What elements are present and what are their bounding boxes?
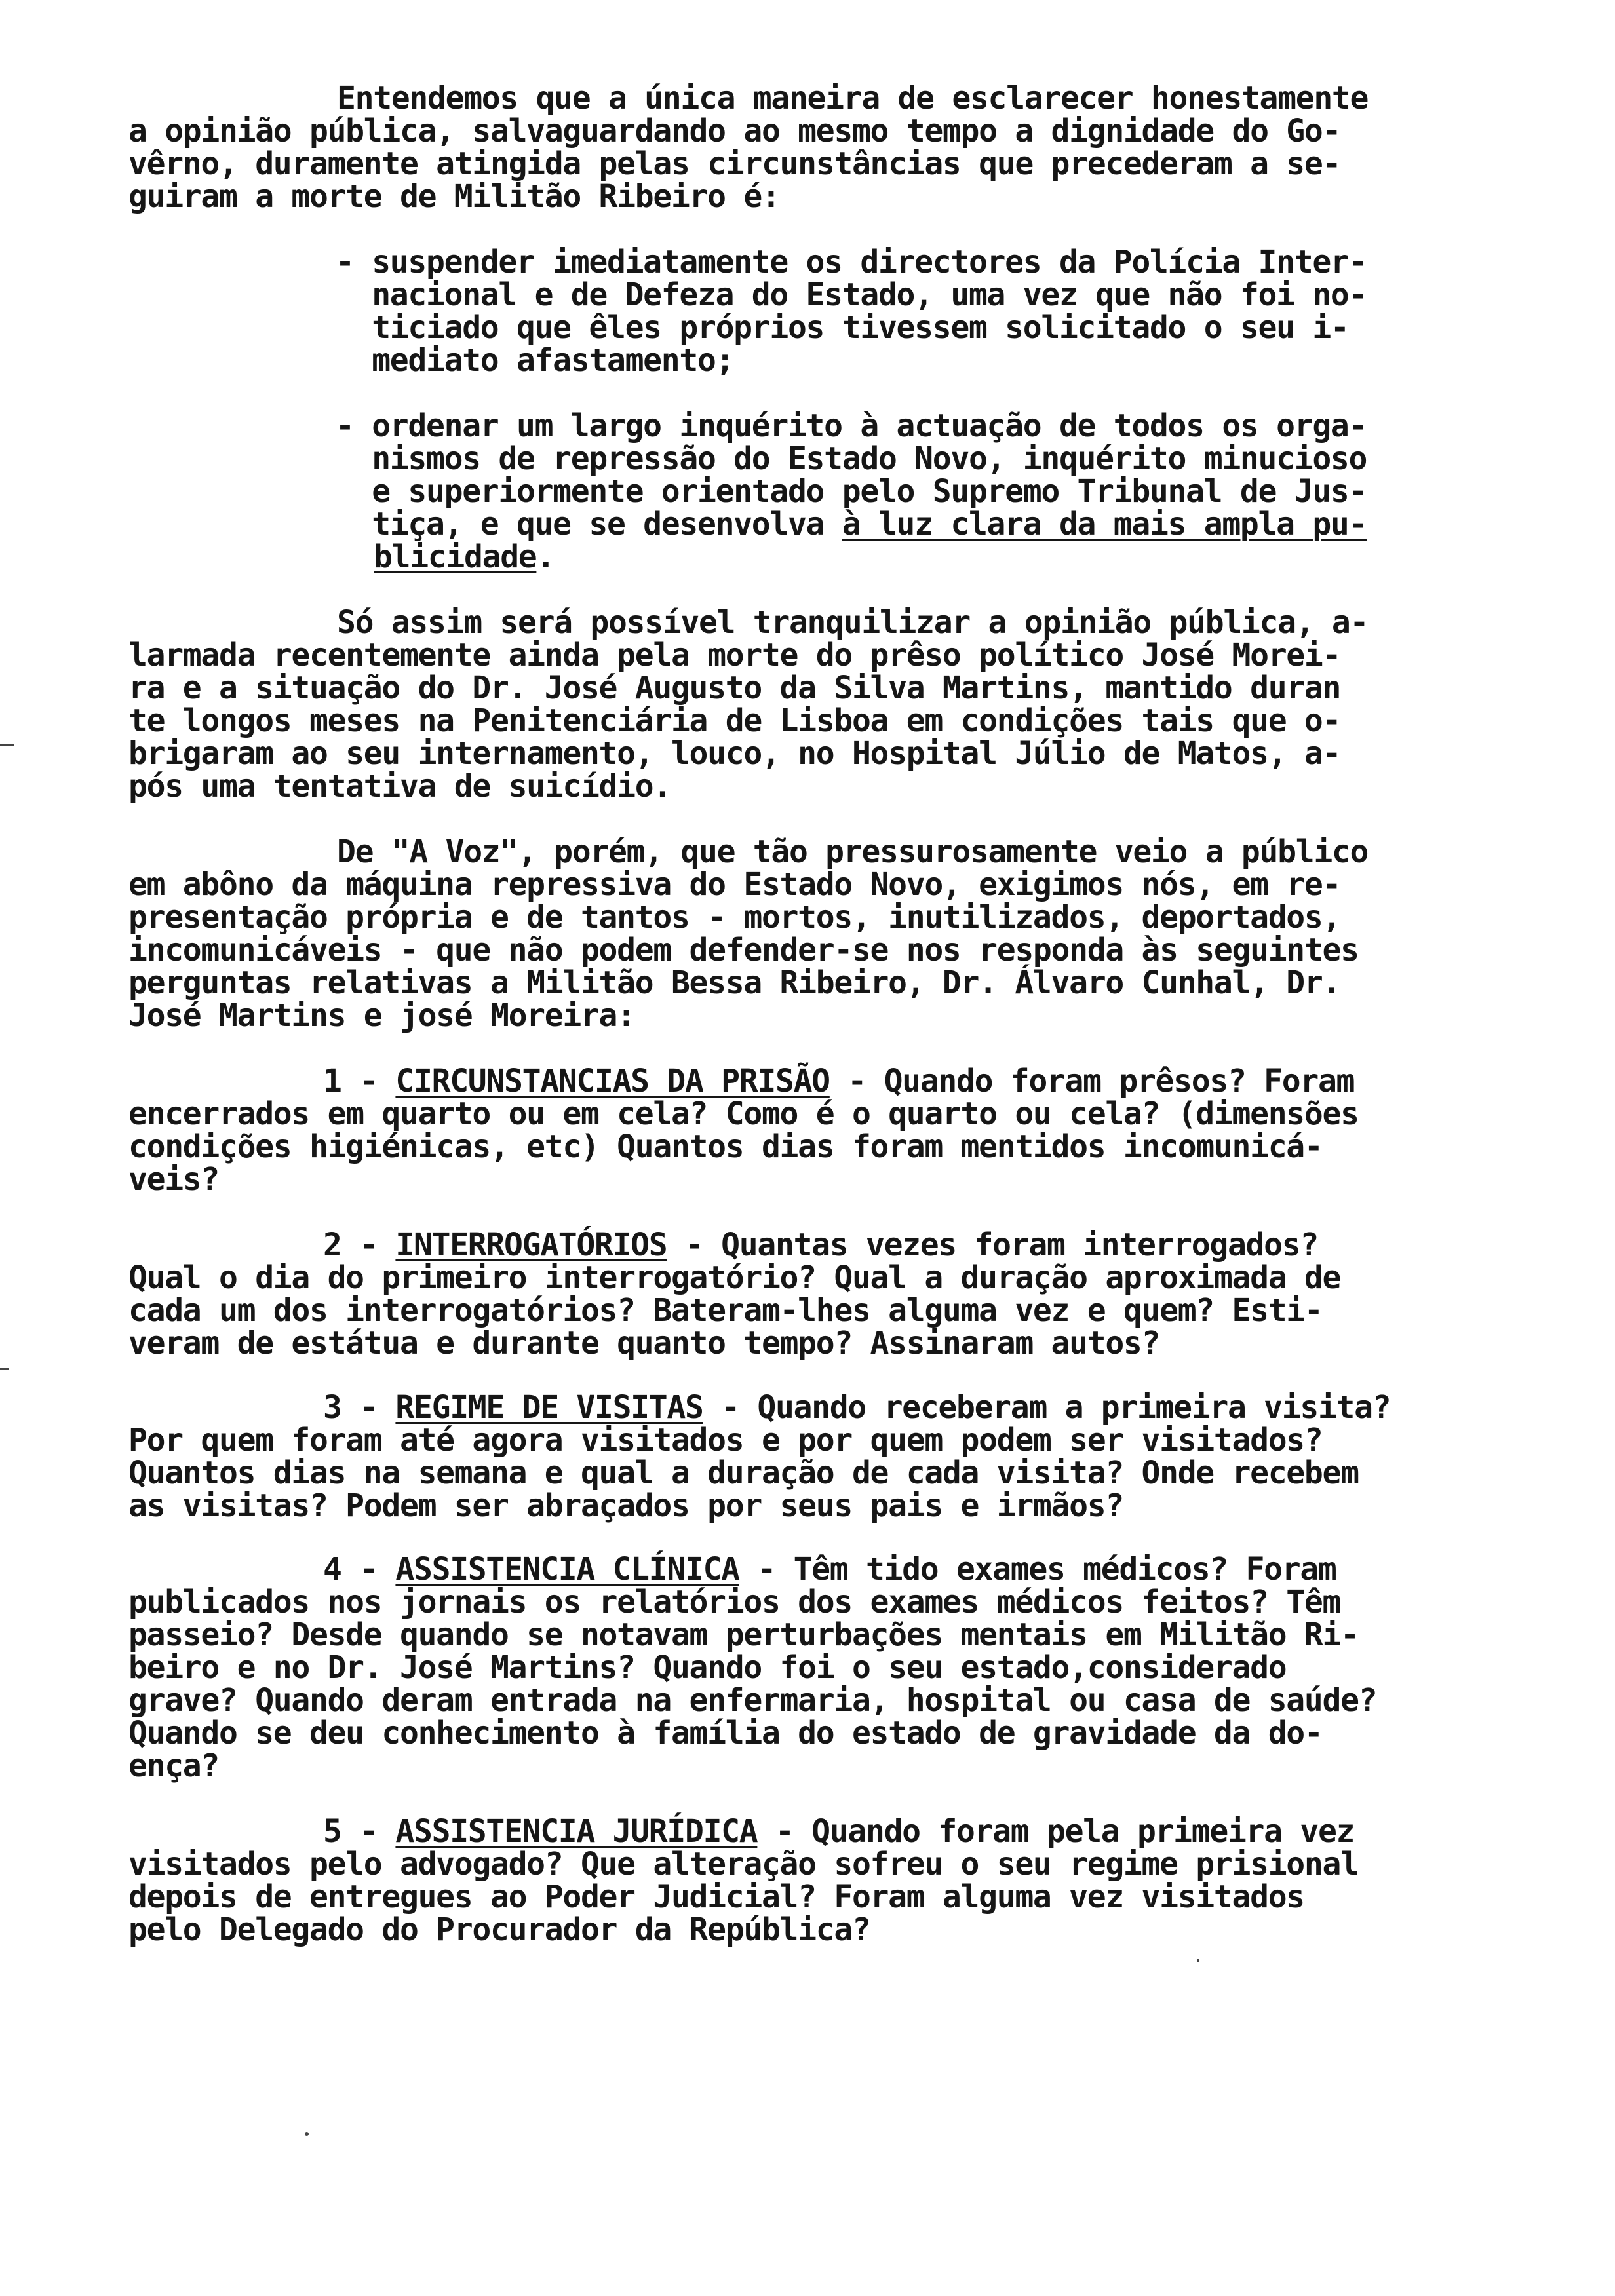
text-line: - suspender imediatamente os directores da Polícia Inter- bbox=[336, 244, 1367, 280]
text-line: nismos de repressão do Estado Novo, inquérito minucioso bbox=[336, 440, 1367, 477]
paragraph-questions-intro bbox=[128, 835, 1368, 1032]
paragraph-opening bbox=[128, 82, 1368, 213]
text-line: guiram a morte de Militão Ribeiro é: bbox=[128, 178, 780, 215]
speck-mark bbox=[1197, 1959, 1199, 1962]
question-heading: CIRCUNSTANCIAS DA PRISÃO bbox=[395, 1063, 830, 1100]
question-number: 3 - bbox=[323, 1389, 396, 1426]
text-line: veram de estátua e durante quanto tempo? Assinaram autos? bbox=[128, 1325, 1160, 1362]
text-line: visitados pelo advogado? Que alteração sofreu o seu regime prisional bbox=[128, 1846, 1359, 1883]
underlined-phrase: à luz clara da mais ampla pu- bbox=[842, 506, 1367, 543]
bullet-suspend-directors bbox=[336, 246, 1367, 377]
question-heading: INTERROGATÓRIOS bbox=[395, 1227, 667, 1263]
text-line bbox=[323, 1391, 1390, 1424]
text-line: mediato afastamento; bbox=[336, 342, 734, 379]
text-line: Só assim será possível tranquilizar a opinião pública, a- bbox=[337, 604, 1369, 641]
question-3-visiting-regime bbox=[128, 1391, 1390, 1522]
text-line: condições higiénicas, etc) Quantos dias foram mentidos incomunicá- bbox=[128, 1128, 1323, 1165]
text-line: a opinião pública, salvaguardando ao mesmo tempo a dignidade do Go- bbox=[128, 113, 1341, 149]
question-heading: ASSISTENCIA CLÍNICA bbox=[395, 1551, 739, 1588]
speck-mark bbox=[305, 2132, 309, 2136]
text-line: presentação própria e de tantos - mortos, inutilizados, deportados, bbox=[128, 899, 1341, 936]
text-span: - Quando foram pela primeira vez bbox=[757, 1813, 1355, 1850]
text-line: pós uma tentativa de suicídio. bbox=[128, 768, 671, 805]
text-span: - Quando receberam a primeira visita? bbox=[703, 1389, 1391, 1426]
text-line: e superiormente orientado pelo Supremo Tribunal de Jus- bbox=[336, 473, 1367, 510]
underlined-phrase: blicidade bbox=[374, 539, 537, 575]
text-line: Quantos dias na semana e qual a duração de cada visita? Onde recebem bbox=[128, 1455, 1359, 1491]
text-line: larmada recentemente ainda pela morte do prêso político José Morei- bbox=[128, 637, 1341, 674]
text-span: - Têm tido exames médicos? Foram bbox=[739, 1551, 1336, 1588]
text-line: te longos meses na Penitenciária de Lisboa em condições tais que o- bbox=[128, 702, 1341, 739]
question-5-legal-assistance bbox=[128, 1815, 1359, 1946]
text-line: publicados nos jornais os relatórios dos exames médicos feitos? Têm bbox=[128, 1584, 1341, 1620]
text-line: beiro e no Dr. José Martins? Quando foi o seu estado,considerado bbox=[128, 1649, 1287, 1686]
text-line bbox=[323, 1553, 1376, 1586]
question-4-clinical-care bbox=[128, 1553, 1376, 1782]
text-line: cada um dos interrogatórios? Bateram-lhes alguma vez e quem? Esti- bbox=[128, 1292, 1323, 1329]
question-number: 1 - bbox=[323, 1063, 396, 1100]
text-line: - ordenar um largo inquérito à actuação de todos os orga- bbox=[336, 408, 1367, 444]
question-2-interrogations bbox=[128, 1229, 1340, 1360]
text-line: Por quem foram até agora visitados e por quem podem ser visitados? bbox=[128, 1422, 1323, 1459]
text-line: De "A Voz", porém, que tão pressurosamente veio a público bbox=[337, 833, 1369, 870]
margin-mark bbox=[0, 1368, 9, 1370]
text-line: brigaram ao seu internamento, louco, no Hospital Júlio de Matos, a- bbox=[128, 735, 1341, 772]
text-line: Qual o dia do primeiro interrogatório? Qual a duração aproximada de bbox=[128, 1259, 1341, 1296]
question-number: 5 - bbox=[323, 1813, 396, 1850]
text-line: as visitas? Podem ser abraçados por seus pais e irmãos? bbox=[128, 1487, 1123, 1524]
text-line: encerrados em quarto ou em cela? Como é o quarto ou cela? (dimensões bbox=[128, 1096, 1359, 1132]
text-line: depois de entregues ao Poder Judicial? Foram alguma vez visitados bbox=[128, 1879, 1304, 1915]
text-line bbox=[323, 1065, 1359, 1098]
text-line bbox=[336, 508, 1367, 541]
paragraph-only-then bbox=[128, 606, 1368, 803]
text-line: vêrno, duramente atingida pelas circunstâncias que precederam a se- bbox=[128, 145, 1341, 182]
text-line: ticiado que êles próprios tivessem solicitado o seu i- bbox=[336, 309, 1349, 346]
text-span: tiça, e que se desenvolva bbox=[336, 506, 842, 543]
text-span: - Quando foram prêsos? Foram bbox=[829, 1063, 1355, 1100]
text-line: passeio? Desde quando se notavam perturbações mentais em Militão Ri- bbox=[128, 1617, 1359, 1653]
text-line bbox=[323, 1229, 1340, 1261]
question-number: 4 - bbox=[323, 1551, 396, 1588]
question-number: 2 - bbox=[323, 1227, 396, 1263]
text-line: nacional e de Defeza do Estado, uma vez que não foi no- bbox=[336, 277, 1367, 313]
text-line: ra e a situação do Dr. José Augusto da Silva Martins, mantido duran bbox=[128, 670, 1341, 706]
text-line bbox=[323, 1815, 1359, 1848]
text-span: . bbox=[536, 539, 555, 575]
text-line: pelo Delegado do Procurador da República? bbox=[128, 1911, 870, 1948]
text-line: incomunicáveis - que não podem defender-se nos responda às seguintes bbox=[128, 932, 1359, 968]
text-line: Entendemos que a única maneira de esclarecer honestamente bbox=[337, 80, 1369, 117]
question-heading: REGIME DE VISITAS bbox=[395, 1389, 703, 1426]
question-heading: ASSISTENCIA JURÍDICA bbox=[395, 1813, 758, 1850]
question-1-arrest-circumstances bbox=[128, 1065, 1359, 1196]
text-line bbox=[374, 541, 1367, 573]
text-line: em abôno da máquina repressiva do Estado Novo, exigimos nós, em re- bbox=[128, 866, 1341, 903]
bullet-order-inquiry bbox=[336, 410, 1367, 573]
text-line: perguntas relativas a Militão Bessa Ribeiro, Dr. Álvaro Cunhal, Dr. bbox=[128, 965, 1341, 1001]
text-line: ença? bbox=[128, 1748, 219, 1784]
text-line: grave? Quando deram entrada na enfermaria, hospital ou casa de saúde? bbox=[128, 1682, 1377, 1719]
text-line: José Martins e josé Moreira: bbox=[128, 997, 635, 1034]
text-line: Quando se deu conhecimento à família do estado de gravidade da do- bbox=[128, 1715, 1323, 1751]
text-span: - Quantas vezes foram interrogados? bbox=[667, 1227, 1318, 1263]
margin-mark bbox=[0, 744, 14, 746]
text-line: veis? bbox=[128, 1161, 219, 1198]
